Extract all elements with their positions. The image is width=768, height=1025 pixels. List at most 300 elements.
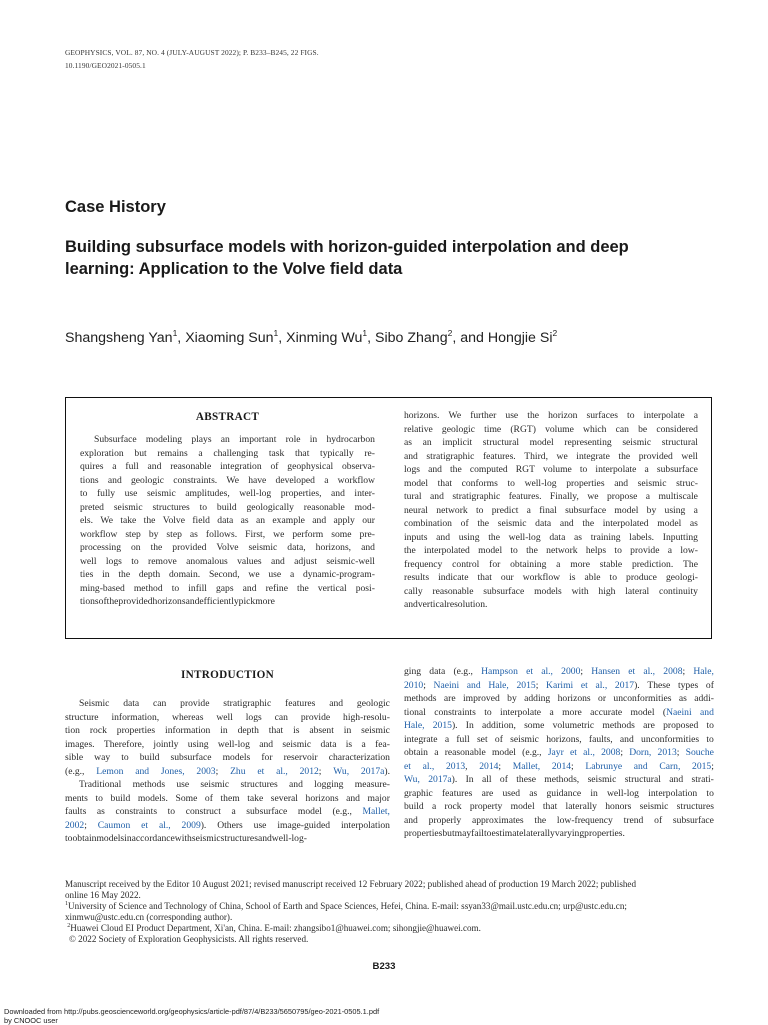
text-word: a	[231, 806, 236, 817]
text-line	[65, 765, 390, 779]
text-word: unconformities	[641, 733, 700, 745]
text-word: ;	[676, 747, 680, 758]
text-word: but	[442, 828, 455, 839]
download-url[interactable]: Downloaded from http://pubs.geoscienceworld.org/geophysics/article-pdf/87/4/B233/5650795/geo-2021-0505.1.pdf	[4, 1007, 380, 1016]
text-line: tural and stratigraphic features. Finally, we propose a multiscale	[404, 491, 698, 502]
text-word: ).	[451, 774, 458, 785]
text-word: ;	[620, 747, 623, 758]
text-word: them	[220, 792, 240, 804]
text-word: These	[647, 679, 671, 691]
text-line	[404, 733, 714, 747]
text-word: use	[253, 819, 267, 831]
author-separator: ,	[278, 330, 287, 346]
text-line: results indicate that our workflow is able to produce geologi-	[404, 572, 698, 583]
author-affiliation-marker: 1	[362, 328, 368, 338]
text-word: ments	[65, 792, 88, 804]
text-word: In	[465, 774, 474, 785]
text-word: is	[345, 738, 353, 750]
download-user: by CNOOC user	[4, 1016, 58, 1025]
text-word	[663, 665, 685, 679]
text-word: fea-	[375, 738, 390, 750]
citation-link[interactable]: et	[570, 747, 577, 758]
author-affiliation-marker: 1	[172, 328, 178, 338]
citation-link[interactable]: Jayr	[547, 747, 564, 758]
text-word: features	[285, 698, 316, 709]
footnotes	[65, 879, 715, 944]
text-line: tions and geologic constraints. We have developed a workflow	[80, 474, 375, 486]
citation-link[interactable]: Caumon	[97, 819, 131, 831]
text-word	[300, 765, 322, 779]
citation-link[interactable]: Hale,	[488, 679, 509, 691]
text-word: that	[268, 725, 284, 736]
text-word	[196, 765, 218, 779]
text-word: that	[542, 801, 558, 812]
citation-link[interactable]: al.,	[276, 765, 288, 777]
text-word: seismic	[282, 738, 312, 750]
citation-link[interactable]: 2010	[404, 679, 424, 691]
text-word	[692, 760, 714, 774]
citation-link[interactable]: 2012	[299, 765, 319, 777]
citation-link[interactable]: and	[135, 765, 150, 777]
citation-link[interactable]: al.,	[422, 760, 435, 772]
text-word: and	[619, 733, 634, 745]
text-word: and	[329, 698, 344, 709]
text-word: build	[404, 801, 424, 812]
text-word: a	[434, 747, 439, 758]
text-word	[517, 679, 539, 693]
text-word: set	[476, 733, 488, 745]
copyright-notice: © 2022 Society of Exploration Geophysicists. All rights reserved.	[69, 933, 309, 944]
author-name: Shangsheng Yan	[65, 330, 173, 346]
text-word: interpolation	[340, 819, 390, 831]
author-separator: ,	[177, 330, 186, 346]
text-word: ;	[580, 666, 584, 677]
text-line: exploration but remains a challenging task that typically re-	[80, 447, 375, 459]
text-word: well-log	[217, 738, 250, 750]
text-word: several	[270, 792, 298, 804]
text-line: relative geologic time (RGT) volume which can be considered	[404, 423, 698, 435]
text-word: take	[247, 792, 264, 804]
text-word: trend	[623, 814, 644, 826]
text-line: and vertical resolution.	[404, 599, 488, 610]
text-word: information,	[111, 711, 160, 723]
citation-link[interactable]: et	[257, 765, 265, 777]
text-word: to	[95, 792, 103, 804]
text-word: major	[367, 792, 390, 804]
text-word: models.	[137, 792, 168, 804]
text-line	[404, 800, 714, 814]
citation-link[interactable]: 2009	[181, 819, 201, 831]
text-word: of	[499, 774, 508, 785]
text-word: subsurface	[246, 806, 288, 817]
citation-link[interactable]: 2008	[663, 666, 683, 677]
citation-link[interactable]: Wu,	[404, 774, 420, 785]
text-word: seismic	[200, 779, 230, 790]
text-word: jointly	[153, 738, 179, 750]
text-word: as	[529, 787, 538, 799]
text-line	[404, 827, 714, 841]
text-word: methods	[602, 720, 635, 731]
text-word: honors	[605, 801, 632, 812]
text-line: inputs and using the well-log data as training labels. Inputting	[404, 531, 698, 543]
text-word	[361, 765, 390, 779]
citation-link[interactable]: al.,	[583, 747, 595, 758]
text-word: horizons,	[546, 733, 582, 745]
section-label: Case History	[65, 198, 166, 216]
author-list	[65, 330, 557, 346]
citation-link[interactable]: Hampson	[481, 666, 518, 677]
text-word	[433, 719, 458, 733]
citation-link[interactable]: 2015	[432, 720, 452, 731]
text-word: interpolate	[500, 706, 542, 718]
text-word: adding	[524, 693, 551, 704]
text-word	[428, 773, 457, 787]
text-word: constraints	[434, 706, 476, 718]
text-word: (e.g.,	[332, 806, 352, 817]
text-word: in	[590, 787, 598, 799]
text-word: to	[167, 806, 176, 817]
text-word: structures	[240, 779, 278, 790]
author-affiliation-marker: 1	[273, 328, 279, 338]
text-line: els. We take the Volve field data as an example and apply our	[80, 515, 375, 526]
citation-link[interactable]: Dorn,	[629, 747, 652, 758]
citation-link[interactable]: et	[580, 679, 588, 691]
text-line	[404, 719, 714, 733]
citation-link[interactable]: Naeini	[666, 706, 692, 718]
citation-link[interactable]: et	[526, 666, 534, 677]
text-word	[663, 706, 692, 720]
text-line: the interpolated model to the network helps to provide a low-	[404, 545, 698, 556]
citation-link[interactable]: 2015	[692, 760, 712, 772]
text-word: full	[456, 733, 470, 745]
text-word: can	[153, 698, 167, 709]
text-word: to	[706, 733, 714, 745]
affiliation-1	[65, 901, 715, 912]
text-line: preted seismic structures to build geologically reasonable mod-	[80, 501, 375, 513]
text-word	[65, 819, 87, 833]
text-word: rock	[89, 725, 107, 736]
author-name: Xiaoming Sun	[185, 330, 274, 346]
text-word: ;	[318, 765, 322, 777]
text-word	[601, 746, 623, 760]
text-word: ).	[451, 720, 458, 731]
citation-link[interactable]: al.,	[158, 819, 171, 831]
citation-link[interactable]: Mallet,	[362, 806, 390, 817]
text-word: volumetric	[552, 720, 595, 731]
text-line: neural network to predict a final subsurface model by using a	[404, 504, 698, 516]
text-line	[404, 665, 714, 679]
author-affiliation-marker: 2	[447, 328, 453, 338]
text-word: horizons	[557, 693, 591, 704]
citation-link[interactable]: Zhu	[230, 765, 246, 777]
text-word: integrate	[404, 733, 438, 745]
text-word: properly	[428, 814, 462, 826]
text-word: logging	[314, 779, 344, 790]
text-word: of	[654, 814, 663, 826]
text-word: unconformities	[613, 693, 672, 704]
text-word: reservoir	[283, 752, 318, 763]
text-line: cally reasonable subsurface models with high lateral continuity	[404, 585, 698, 597]
text-word: and	[669, 774, 684, 785]
text-line: ties in the depth domain. Second, we use a dynamic-program-	[80, 569, 375, 580]
text-word: methods	[404, 693, 437, 704]
text-line: Subsurface modeling plays an important role in hydrocarbon	[94, 434, 375, 445]
text-word: subsurface	[170, 752, 212, 763]
citation-link[interactable]: al.,	[643, 666, 656, 677]
text-word: subsurface	[672, 814, 714, 826]
text-word: and	[257, 833, 272, 844]
text-word: ).	[634, 679, 640, 691]
text-word: ;	[535, 679, 539, 691]
text-line	[404, 692, 714, 706]
text-line	[65, 711, 390, 725]
text-word: of	[705, 679, 714, 691]
affiliation-text: University of Science and Technology of China, School of Earth and Space Sciences, Hefei, China. E-mail: ssyan33@mail.ustc.edu.cn; urp@ustc.edu.cn;	[68, 900, 627, 911]
text-line: logs and the computed RGT volume to interpolate a subsurface	[404, 464, 698, 475]
text-word: a	[444, 733, 450, 745]
text-line	[404, 787, 714, 801]
text-word: Some	[175, 792, 198, 804]
citation-link[interactable]: 2017	[614, 679, 635, 691]
text-word: information	[165, 725, 211, 736]
text-word: high-resolu-	[343, 711, 390, 723]
text-word: are	[443, 693, 456, 704]
abstract-heading: ABSTRACT	[195, 411, 260, 423]
text-line	[65, 778, 390, 792]
text-word: methods	[132, 779, 166, 790]
text-word: ;	[215, 765, 219, 777]
text-word: to	[706, 787, 714, 799]
introduction-heading: INTRODUCTION	[180, 669, 275, 681]
citation-link[interactable]: et	[404, 760, 411, 772]
text-line	[65, 724, 390, 738]
text-word: accurate	[590, 706, 623, 718]
text-word: well-log	[607, 787, 639, 799]
text-word: with	[174, 833, 192, 844]
text-word: more	[562, 706, 582, 718]
doi[interactable]: 10.1190/GEO2021-0505.1	[65, 61, 146, 70]
text-word: construct	[185, 806, 221, 817]
text-word: images.	[65, 738, 95, 750]
text-word: ;	[84, 819, 87, 831]
text-line	[65, 697, 390, 711]
text-word: tional	[404, 706, 426, 718]
text-word: model	[491, 747, 516, 758]
citation-link[interactable]: 2003	[196, 765, 216, 777]
citation-link[interactable]: and	[700, 706, 714, 718]
text-line: tions of the provided horizons and efficiently pick more	[80, 596, 275, 607]
journal-citation: GEOPHYSICS, VOL. 87, NO. 4 (JULY-AUGUST 2022); P. B233–B245, 22 FIGS.	[65, 48, 319, 57]
citation-link[interactable]: et	[628, 666, 636, 677]
text-word	[561, 665, 583, 679]
text-word: structures	[220, 833, 258, 844]
text-word: addition,	[482, 720, 516, 731]
text-word: laterally	[565, 801, 597, 812]
text-word: structures	[676, 801, 714, 812]
author-affiliation-marker: 2	[552, 328, 558, 338]
text-word: interpolation	[648, 787, 698, 799]
text-line: well logs to remove anomalous values and adjust seismic-well	[80, 555, 375, 567]
text-word: well	[216, 711, 233, 723]
citation-link[interactable]: Labrunye	[585, 760, 623, 772]
text-word	[658, 746, 680, 760]
text-word: is	[293, 725, 300, 736]
text-line	[404, 814, 714, 828]
text-line: horizons. We further use the horizon surfaces to interpolate a	[404, 410, 698, 421]
citation-link[interactable]: 2008	[601, 747, 621, 758]
text-word: (e.g.,	[453, 666, 473, 677]
text-word: fail	[471, 828, 484, 839]
text-word: depth	[237, 725, 259, 736]
text-line: as an implicit structural model representing seismic structural	[404, 437, 698, 448]
citation-link[interactable]: 2014	[479, 760, 499, 772]
text-word: obtain	[72, 833, 97, 844]
text-word: (e.g.,	[522, 747, 542, 758]
text-word: seismic	[191, 833, 221, 844]
citation-link[interactable]: 2013	[445, 760, 466, 772]
text-word: absent	[309, 725, 334, 736]
citation-link[interactable]: Hale,	[693, 666, 714, 677]
text-word: are	[643, 720, 655, 731]
text-word: rock	[444, 801, 462, 812]
citation-link[interactable]: 2013	[657, 747, 677, 758]
citation-link[interactable]: Naeini	[433, 679, 460, 691]
text-word: ,	[465, 760, 468, 772]
citation-link[interactable]: 2000	[561, 666, 581, 677]
text-word: data	[429, 666, 446, 677]
citation-link[interactable]: 2017a	[428, 774, 452, 785]
text-word: faults	[65, 806, 87, 817]
text-word: ;	[682, 666, 686, 677]
text-word: data	[123, 698, 140, 709]
text-word: use	[176, 779, 190, 790]
citation-link[interactable]: and	[466, 679, 481, 691]
text-word: models	[222, 752, 251, 763]
text-word: and	[259, 738, 274, 750]
citation-link[interactable]: Souche	[685, 747, 714, 758]
text-word: stratigraphic	[223, 698, 272, 709]
text-word: to	[65, 833, 73, 844]
abstract-left-column	[80, 433, 375, 609]
text-line	[65, 832, 390, 846]
text-word: constraints	[115, 806, 158, 817]
text-word: properties.	[584, 828, 625, 839]
citation-link[interactable]: al.,	[541, 666, 553, 677]
page-number: B233	[372, 961, 396, 972]
text-word: using	[187, 738, 209, 750]
citation-link[interactable]: Jones,	[160, 765, 185, 777]
text-word: a	[361, 738, 366, 750]
author-name: Hongjie Si	[487, 330, 553, 346]
text-line	[65, 819, 390, 833]
download-notice	[4, 1007, 379, 1025]
text-word: may	[454, 828, 472, 839]
text-word: these	[516, 774, 536, 785]
text-line	[65, 738, 390, 752]
text-word: of	[494, 733, 503, 745]
text-word	[552, 760, 574, 774]
text-word: faults,	[588, 733, 613, 745]
text-word: accordance	[131, 833, 175, 844]
text-word: some	[524, 720, 545, 731]
title-line: learning: Application to the Volve field data	[65, 259, 403, 278]
text-word: provide	[180, 698, 210, 709]
text-word: properties	[116, 725, 156, 736]
paper-title	[65, 237, 725, 280]
citation-link[interactable]: Wu,	[333, 765, 350, 777]
citation-link[interactable]: Lemon	[96, 765, 124, 777]
text-word: in	[220, 725, 228, 736]
citation-link[interactable]: and	[633, 760, 648, 772]
text-word	[615, 679, 640, 693]
text-word: ).	[200, 819, 207, 831]
text-word: and	[404, 814, 418, 826]
text-word: methods,	[544, 774, 580, 785]
text-word: or	[598, 693, 607, 704]
affiliation-marker: 2	[67, 922, 71, 929]
text-word: structure	[65, 711, 99, 723]
text-word	[182, 819, 207, 833]
text-word: features	[441, 787, 473, 799]
citation-link[interactable]: et	[141, 819, 149, 831]
author-name: Xinming Wu	[286, 330, 363, 346]
text-word: model	[510, 801, 535, 812]
citation-link[interactable]: Karimi	[546, 679, 574, 691]
text-word: as	[678, 693, 687, 704]
author-name: Sibo Zhang	[375, 330, 448, 346]
text-word: ;	[571, 760, 574, 772]
text-word: sible	[65, 752, 84, 763]
text-word: model	[297, 806, 322, 817]
text-word: ).	[384, 765, 390, 777]
text-line	[404, 746, 714, 760]
text-word: all	[481, 774, 492, 785]
text-word: improved	[462, 693, 500, 704]
text-word: structural	[624, 774, 661, 785]
citation-link[interactable]: al.,	[595, 679, 608, 691]
text-line: model that conforms to well-log properties and seismic struc-	[404, 477, 698, 489]
text-word: (	[662, 706, 667, 718]
text-word: varying	[554, 828, 585, 839]
text-word: proposed	[663, 720, 699, 731]
text-word: ;	[498, 760, 502, 772]
text-line: ming-based method to infill gaps and refine the vertical posi-	[80, 582, 375, 594]
citation-link[interactable]: 2017a	[360, 765, 385, 777]
text-word: models	[96, 833, 125, 844]
journal-header	[65, 46, 319, 72]
text-word: (e.g.,	[65, 765, 85, 777]
text-word: obtain	[404, 747, 428, 758]
citation-link[interactable]: 2002	[65, 819, 85, 831]
citation-link[interactable]: 2015	[516, 679, 536, 691]
text-word: geologic	[356, 698, 390, 709]
citation-link[interactable]: Carn,	[659, 760, 681, 772]
text-word: types	[677, 679, 699, 691]
citation-link[interactable]: Hale,	[404, 720, 425, 731]
text-word: whereas	[172, 711, 204, 723]
text-line	[65, 751, 390, 765]
text-word: seismic	[361, 725, 390, 736]
text-word: graphic	[404, 787, 433, 799]
citation-link[interactable]: 2014	[551, 760, 572, 772]
title-line: Building subsurface models with horizon-guided interpolation and deep	[65, 238, 629, 256]
text-word: properties	[404, 828, 443, 839]
text-word: In	[465, 720, 474, 731]
citation-link[interactable]: Mallet,	[512, 760, 541, 772]
citation-link[interactable]: Hansen	[591, 666, 621, 677]
text-word: ging	[404, 666, 422, 677]
text-word: property	[469, 801, 503, 812]
